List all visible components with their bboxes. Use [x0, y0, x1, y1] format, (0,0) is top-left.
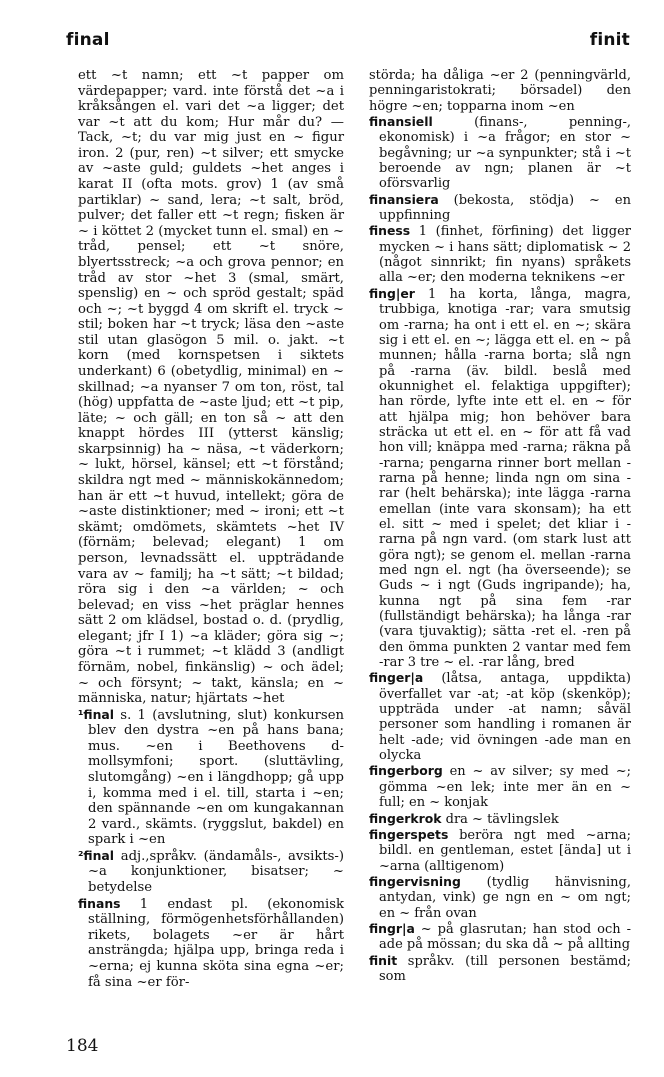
- headword: finansiell: [369, 114, 433, 130]
- headword: fing|er: [369, 285, 415, 301]
- headword: finit: [369, 952, 398, 968]
- entry-finansiera: finansiera (bekosta, stödja) ~ en uppfinning: [369, 191, 631, 224]
- headword: finansiera: [369, 191, 439, 207]
- entry-finans-continued: störda; ha dåliga ~er 2 (penningvärld, penningaristokrati; börsadel) den högre ~en; topparna inom ~en: [369, 68, 631, 114]
- headword: fingervisning: [369, 873, 461, 889]
- headword: fingr|a: [369, 920, 415, 936]
- entry-fingervisning: fingervisning (tydlig hänvisning, antydan, vink) ge ngn en ~ om ngt; en ~ från ovan: [369, 873, 631, 921]
- page-number: 184: [66, 1036, 99, 1056]
- headword: fingerborg: [369, 763, 443, 779]
- guide-word-right: finit: [589, 30, 630, 50]
- entry-fingerspets: fingerspets beröra ngt med ~arna; bildl. en gentleman, estet [ända] ut i ~arna (alltigenom): [369, 826, 631, 874]
- entry-fingerkrok: fingerkrok dra ~ tävlingslek: [369, 810, 559, 827]
- entry-fingera: finger|a (låtsa, antaga, uppdikta) överfallet var -at; -at köp (skenköp); uppträda under -at namn; såväl personer som handling i romanen är helt -ade; vid övningen -ade man en olycka: [369, 670, 631, 764]
- right-column: [369, 68, 631, 984]
- entry-finess: finess 1 (finhet, förfining) det ligger mycken ~ i hans sätt; diplomatisk ~ 2 (något sinnrikt; fin nyans) språkets alla ~er; den moderna teknikens ~er: [369, 223, 631, 286]
- entry-fin-continued: ett ~t namn; ett ~t papper om värdepapper; vard. inte förstå det ~a i kråksången el. vari det ~a ligger; det var ~t att du kom; Hur mår du? — Tack, ~t; du var mig just en ~ figur iron. 2 (pur, ren) ~t silver; ett smycke av ~aste guld; guldets ~het anges i karat II (ofta mots. grov) 1 (av små partiklar) ~ sand, lera; ~t salt, bröd, pulver; det faller ett ~t regn; fisken är ~ i köttet 2 (mycket tunn el. smal) en ~ tråd, pensel; ett ~t snöre, blyertsstreck; ~a och grova pennor; en tråd av stor ~het 3 (smal, smärt, spenslig) en ~ och spröd gestalt; späd och ~; ~t byggd 4 om skrift el. tryck ~ stil; boken har ~t tryck; läsa den ~aste stil utan glasögon 5 mil. o. jakt. ~t korn (med kornspetsen i siktets underkant) 6 (obetydlig, minimal) en ~ skillnad; ~a nyanser 7 om ton, röst, tal (hög) uppfatta de ~aste ljud; ett ~t pip, läte; ~ och gäll; en ton så ~ att den knappt hördes III (ytterst känslig; skarpsinnig) ha ~ näsa, ~t väderkorn; ~ lukt, hörsel, känsel; ett ~t förstånd; skildra ngt med ~ människokännedom; han är ett ~t huvud, intellekt; göra de ~aste distinktioner; med ~ ironi; ett ~t skämt; omdömets, skämtets ~het IV (förnäm; belevad; elegant) 1 om person, levnadssätt el. uppträdande vara av ~ familj; ha ~t sätt; ~t bildad; röra sig i den ~a världen; ~ och belevad; en viss ~het präglar hennes sätt 2 om klädsel, bostad o. d. (prydlig, elegant; jfr I 1) ~a kläder; göra sig ~; göra ~t i rummet; ~t klädd 3 (andligt förnäm, nobel, finkänslig) ~ och ädel; ~ och försynt; ~ takt, känsla; en ~ människa, natur; hjärtats ~het: [78, 68, 344, 707]
- entry-finansiell: finansiell (finans-, penning-, ekonomisk) i ~a frågor; en stor ~ begåvning; ur ~a synpunkter; stå i ~t beroende av ngn; planen är ~t oförsvarlig: [369, 114, 631, 192]
- headword: ²final: [78, 847, 115, 863]
- headword: finans: [78, 895, 121, 911]
- left-column: [78, 68, 344, 990]
- entry-final-noun: ¹final s. 1 (avslutning, slut) konkursen blev den dystra ~en på hans bana; mus. ~en i Beethovens d-mollsymfoni; sport. (sluttävling, slutomgång) ~en i längdhopp; gå upp i, komma med i el. till, starta i ~en; den spännande ~en om kungakannan 2 vard., skämts. (ryggslut, bakdel) en spark i ~en: [78, 706, 344, 848]
- headword: finger|a: [369, 670, 424, 686]
- entry-finit: finit språkv. (till personen bestämd; som: [369, 952, 631, 984]
- entry-finger: fing|er 1 ha korta, långa, magra, trubbiga, knotiga -rar; vara smutsig om -rarna; ha ont i ett el. en ~; skära sig i ett el. en ~; lägga ett el. en ~ på munnen; hålla -rarna borta; slå ngn på -rarna (äv. bildl. beslå med okunnighet el. felaktiga uppgifter); han rörde, lyfte inte ett el. en ~ för att hjälpa mig; hon behöver bara sträcka ut ett el. en ~ för att få vad hon vill; knäppa med -rarna; räkna på -rarna; pengarna rinner bort mellan -rarna på henne; linda ngn om sina -rar (helt behärska); inte lägga -rarna emellan (inte vara skonsam); ha ett el. sitt ~ med i spelet; det kliar i -rarna på ngn vard. (om stark lust att göra ngt); se genom el. mellan -rarna med ngn el. ngt (ha överseende); se Guds ~ i ngt (Guds ingripande); ha, kunna ngt på sina fem -rar (fullständigt behärska); ha långa -rar (vara tjuvaktig); sätta -ret el. -ren på den ömma punkten 2 vantar med fem -rar 3 tre ~ el. -rar lång, bred: [369, 285, 631, 671]
- headword: ¹final: [78, 706, 115, 722]
- headword: fingerkrok: [369, 810, 442, 826]
- entry-final-adj: ²final adj.,språkv. (ändamåls-, avsikts-) ~a konjunktioner, bisatser; ~ betydelse: [78, 847, 344, 896]
- headword: fingerspets: [369, 826, 449, 842]
- entry-finans: finans 1 endast pl. (ekonomisk ställning, förmögenhetsförhållanden) rikets, bolagets ~er är hårt ansträngda; hjälpa upp, bringa reda i ~erna; ej kunna sköta sina egna ~er; få sina ~er för-: [78, 895, 344, 990]
- entry-fingra: fingr|a ~ på glasrutan; han stod och -ade på mössan; du ska då ~ på allting: [369, 920, 631, 953]
- entry-fingerborg: fingerborg en ~ av silver; sy med ~; gömma ~en lek; inte mer än en ~ full; en ~ konjak: [369, 763, 631, 811]
- guide-word-left: final: [66, 30, 110, 50]
- headword: finess: [369, 223, 411, 239]
